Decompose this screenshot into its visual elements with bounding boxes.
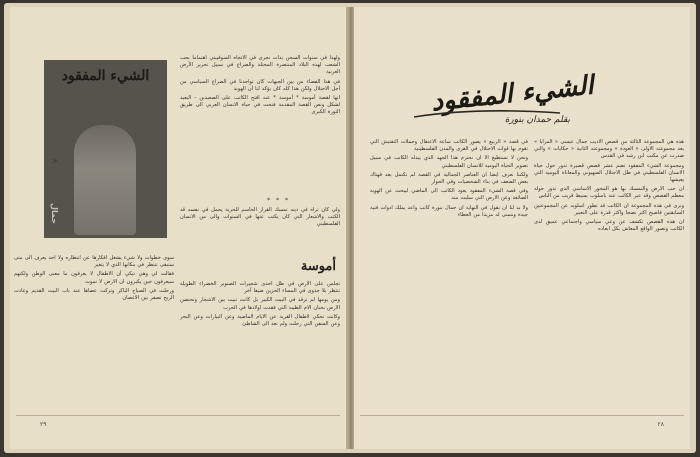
paragraph: فقالت لي وهي تبكي أن الاطفال لا يعرفون ما معنى الوطن ولكنهم سيعرفون حين يكبرون ان الارض لا تموت bbox=[14, 271, 174, 285]
left-page bbox=[10, 7, 346, 449]
paragraph: انها لقصة أموسة * أموسة * عنه افتح الكاتب على الصعيدين - البعيد لشكل ونص القصة المقدمة فتحت في حياة الانسان العربي الى طريق الثورة الكبرى bbox=[180, 95, 340, 116]
left-bottom-left-column bbox=[14, 255, 174, 409]
section-title: أموسة bbox=[300, 259, 336, 274]
paragraph: وفي قصة الشيء المفقود يعود الكاتب الى الماضي ليبحث عن الهوية الضائعة وعن الارض التي سلبت منه bbox=[370, 188, 528, 202]
paragraph: ولكننا نعرف ايضا ان العناصر الجمالية في القصة لم تكتمل بعد فهناك بعض الضعف في بناء الشخصيات وفي الحوار bbox=[370, 171, 528, 186]
paragraph: في هذا الفضاء من بين الجبهات كان تواجدنا في الصراع السياسي من أجل الاحتلال ولكن هذا كله كان يؤكد لنا أن الهوية bbox=[180, 78, 340, 92]
footer-rule bbox=[360, 415, 684, 416]
article-headline: الشيء المفقود bbox=[430, 70, 596, 118]
paragraph: ان حب الارض والتمسك بها هو المحور الاساسي الذي تدور حوله معظم القصص وقد عبر الكاتب عنه باسلوب بسيط قريب من الناس bbox=[534, 186, 684, 200]
paragraph: ونرى في هذه المجموعة ان الكاتب قد تطور اسلوبه عن المجموعتين السابقتين فاصبح اكثر نضجا واكثر قدرة على التعبير bbox=[534, 202, 684, 216]
paragraph: ان هذه القصص تكشف عن وعي سياسي واجتماعي عميق لدى الكاتب وتصور الواقع المعاش بكل ابعاده bbox=[534, 219, 684, 233]
article-byline: بقلم حمدان بنورة bbox=[504, 115, 570, 125]
footer-rule bbox=[16, 415, 340, 416]
paragraph: ورحلت في الصباح الباكر وتركت عصاها عند باب البيت القديم وعادت الريح تصفر بين الاغصان bbox=[14, 287, 174, 302]
magazine-spread bbox=[4, 3, 696, 453]
paragraph: ولا بد لنا ان نقول في النهاية ان جمال بنورة كاتب واعد يملك ادوات فنية جيدة ونتمنى له مزيدا من العطاء bbox=[370, 204, 528, 218]
book-cover-author: جمال bbox=[50, 202, 59, 224]
page-number: ٢٩ bbox=[40, 421, 47, 428]
paragraph: ومن يومها لم ترقد في البيت الكبير بل كانت تبيت بين الاشجار وتحتضن الارض بحنان الام الطيبة التي فقدت اولادها في الحرب bbox=[180, 297, 340, 311]
paragraph: في قصة « الربيع » يصور الكاتب ساعة الاعتقال وحملات التفتيش التي تقوم بها قوات الاحتلال في القرى والمدن الفلسطينية bbox=[370, 139, 528, 153]
right-left-column bbox=[370, 139, 528, 409]
book-cover-title: الشيء المفقود bbox=[61, 68, 150, 84]
paragraph: ونحن لا نستطيع الا ان نحترم هذا الجهد الذي يبذله الكاتب في سبيل تصوير الحياة اليومية للانسان الفلسطيني bbox=[370, 155, 528, 169]
paragraph: هذه هي المجموعة الثالثة من قصص الاديب جمال عيسى « المرايا » بعد مجموعته الاولى « العودة » ومجموعته الثانية « حكايات » والتي صدرت عن مكتب ابن رشد في القدس bbox=[534, 139, 684, 160]
paragraph: ولهذا في سنوات السجن بدأت تجرى في الاتجاه السوفييتي اهتماما بحب الشعب لهذه البلاد المنتصرة المحتلة والصراع في سبيل تحرير الأرض العربية bbox=[180, 55, 340, 76]
paragraph: ولي كان تراه في دينه تمسك القرار الحاسم للحرية يحمل في نفسه قد الكتب والاشعار التي كان يكتب عنها في السنوات والى من الانسان الفلسطيني bbox=[180, 207, 340, 228]
left-bottom-right-column bbox=[180, 281, 340, 409]
paragraph: تجلس على الارض في ظل احدى شجيرات الصنوبر الخضراء الطويلة تنتظر بلا جدوى في المساء الحزين ضيفا آخر bbox=[180, 281, 340, 295]
paragraph: سوى خطوات ولا شيء يشغل افكارها عن انتظاره ولا احد يعرف الى متى ستبقى تنتظر في مكانها الذي لا يتغير bbox=[14, 255, 174, 269]
right-page bbox=[354, 7, 690, 449]
left-middle-column bbox=[180, 207, 340, 253]
paragraph: وكانت تحكي لاطفال القرية عن الايام الماضية وعن البيارات وعن البحر وعن السفن التي رحلت ولم تعد الى الشاطئ bbox=[180, 313, 340, 328]
right-right-column bbox=[534, 139, 684, 409]
paragraph: ومجموعة الشيء المفقود تضم عشر قصص قصيرة تدور حول حياة الانسان الفلسطيني في ظل الاحتلال الصهيوني والمعاناة اليومية التي يعيشها bbox=[534, 162, 684, 184]
cover-figure-image bbox=[74, 125, 136, 235]
left-top-column bbox=[180, 55, 340, 193]
page-number: ٢٨ bbox=[657, 421, 664, 428]
cover-glyph: ﺟ bbox=[52, 156, 58, 166]
section-divider-stars: * * * bbox=[267, 197, 290, 204]
book-cover-photo bbox=[44, 60, 167, 238]
